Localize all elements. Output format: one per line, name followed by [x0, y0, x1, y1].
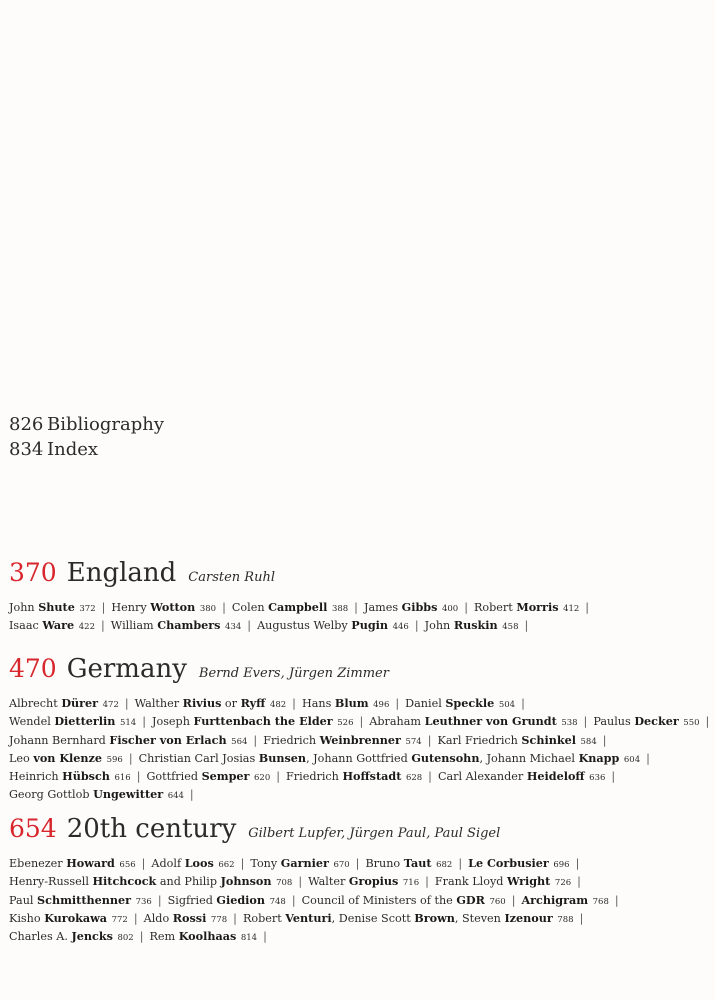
- entry-separator: |: [253, 733, 258, 747]
- entry-surname: Gibbs: [401, 600, 438, 614]
- entry-item[interactable]: [9, 894, 152, 907]
- section-entries: [9, 599, 649, 636]
- entry-item[interactable]: [263, 734, 422, 747]
- entry-given-name: Friedrich: [286, 770, 343, 784]
- entry-page-number: 372: [79, 604, 96, 614]
- entry-given-name: Rem: [149, 930, 179, 944]
- entry-separator: |: [355, 857, 360, 870]
- entry-surname: Venturi: [285, 910, 332, 925]
- entry-given-name: Walter: [308, 875, 349, 889]
- entry-item[interactable]: [250, 857, 349, 870]
- entry-separator: |: [614, 893, 619, 907]
- entry-page-number: 446: [392, 622, 409, 633]
- entry-separator: |: [427, 733, 432, 747]
- entry-item[interactable]: [168, 894, 286, 907]
- entry-surname: Pugin: [351, 618, 389, 633]
- entry-item[interactable]: [9, 788, 184, 801]
- entry-page-number: 616: [114, 773, 131, 784]
- section-authors: Gilbert Lupfer, Jürgen Paul, Paul Sigel: [248, 826, 501, 841]
- entry-page-number: 596: [106, 754, 123, 765]
- entry-given-name: Tony: [250, 857, 281, 870]
- entry-item[interactable]: [243, 912, 574, 925]
- entry-separator: |: [521, 697, 525, 710]
- entry-separator: |: [189, 788, 194, 802]
- entry-given-name: Heinrich: [9, 770, 63, 784]
- entry-surname: Howard: [66, 856, 115, 870]
- entry-item[interactable]: [302, 894, 506, 907]
- section-heading[interactable]: [9, 558, 649, 592]
- entry-given-name: Abraham: [369, 715, 425, 729]
- entry-item[interactable]: [9, 715, 136, 728]
- entry-given-name: Robert: [473, 601, 517, 614]
- entry-item[interactable]: [9, 697, 119, 710]
- entry-given-name: Paul: [9, 893, 38, 907]
- toc-page-number: 826: [9, 414, 44, 435]
- entry-page-number: 802: [117, 933, 134, 944]
- entry-surname: Schinkel: [521, 732, 576, 747]
- entry-item[interactable]: [144, 912, 228, 925]
- entry-given-name: Gottfried: [146, 770, 202, 784]
- entry-separator: |: [577, 875, 581, 889]
- toc-entry-bibliography[interactable]: [9, 412, 164, 437]
- entry-surname: Leuthner von Grundt: [424, 714, 557, 729]
- entry-surname: Campbell: [268, 600, 328, 614]
- toc-title: Index: [47, 439, 99, 460]
- entry-surname: Ruskin: [453, 618, 498, 633]
- entry-item[interactable]: [521, 894, 608, 907]
- entry-item[interactable]: [9, 857, 136, 870]
- entry-surname: Morris: [516, 600, 559, 614]
- toc-back-matter: [9, 412, 164, 462]
- entry-page-number: 584: [580, 736, 597, 747]
- entry-item[interactable]: [149, 930, 257, 943]
- entry-item[interactable]: [9, 734, 247, 747]
- entry-surname: Johnson: [220, 874, 272, 889]
- entry-separator: |: [133, 911, 138, 925]
- entry-separator: |: [359, 715, 364, 729]
- entry-separator: |: [263, 930, 267, 944]
- entry-given-name: Colen: [231, 601, 269, 614]
- section-title: England: [66, 558, 177, 588]
- entry-surname: Dürer: [61, 696, 99, 710]
- entry-item[interactable]: [151, 857, 234, 870]
- entry-separator: |: [298, 875, 303, 889]
- entry-separator: |: [101, 601, 106, 614]
- entry-given-name: Hans: [301, 697, 335, 710]
- entry-given-name: Henry: [111, 601, 151, 614]
- toc-title: Bibliography: [47, 414, 164, 435]
- entry-line: [9, 892, 649, 910]
- entry-page-number: 662: [218, 860, 235, 870]
- entry-surname: Ungewitter: [93, 787, 164, 802]
- entry-separator: |: [292, 697, 296, 710]
- entry-separator: |: [575, 857, 580, 870]
- entry-surname: Speckle: [445, 696, 495, 710]
- entry-page-number: 482: [269, 700, 287, 710]
- entry-page-number: 400: [441, 604, 459, 614]
- entry-surname: Chambers: [157, 618, 221, 633]
- entry-page-number: 682: [436, 860, 453, 870]
- entry-separator: |: [524, 619, 529, 633]
- entry-given-name: Frank Lloyd: [434, 875, 508, 889]
- entry-separator: |: [511, 893, 516, 907]
- entry-line: [9, 695, 649, 713]
- entry-separator: |: [705, 715, 710, 729]
- entry-page-number: 760: [489, 896, 506, 907]
- entry-separator: |: [414, 619, 419, 633]
- entry-separator: |: [458, 857, 463, 870]
- entry-page-number: 496: [373, 700, 390, 710]
- entry-surname: Fischer von Erlach: [109, 732, 227, 747]
- entry-surname: Brown: [414, 910, 455, 925]
- section-page-number: 654: [9, 814, 57, 843]
- section-entries: [9, 855, 649, 946]
- entry-item[interactable]: [365, 857, 452, 870]
- section-authors: Bernd Evers, Jürgen Zimmer: [198, 666, 389, 681]
- entry-given-name: Carl Alexander: [437, 770, 527, 784]
- section-title: Germany: [66, 654, 187, 684]
- entry-surname: Weinbrenner: [319, 732, 401, 747]
- entry-separator: |: [139, 930, 144, 944]
- entry-page-number: 644: [167, 791, 184, 802]
- entry-item[interactable]: [364, 601, 458, 614]
- entry-page-number: 526: [337, 718, 354, 729]
- entry-page-number: 696: [553, 860, 570, 870]
- entry-separator: |: [128, 751, 133, 765]
- entry-separator: |: [124, 697, 129, 710]
- entry-connector: , Denise Scott: [331, 911, 415, 925]
- entry-page-number: 628: [405, 773, 423, 784]
- entry-surname: Hoffstadt: [342, 769, 402, 784]
- entry-connector: , Johann Michael: [479, 751, 579, 765]
- entry-given-name: Ebenezer: [9, 857, 67, 870]
- entry-surname: Jencks: [71, 929, 113, 944]
- entry-page-number: 768: [592, 896, 609, 907]
- entry-page-number: 726: [554, 878, 572, 889]
- entry-surname: Ware: [42, 618, 75, 633]
- entry-surname: Semper: [201, 769, 250, 784]
- entry-surname: GDR: [456, 892, 485, 907]
- entry-line: [9, 732, 649, 750]
- entry-given-name: Henry-Russell: [9, 875, 93, 889]
- entry-page-number: 788: [557, 914, 574, 925]
- entry-surname: Hübsch: [62, 769, 110, 784]
- entry-separator: |: [240, 857, 245, 870]
- entry-page-number: 620: [254, 773, 271, 784]
- entry-surname: Gropius: [348, 874, 399, 889]
- entry-separator: |: [233, 911, 237, 925]
- entry-surname: Gutensohn: [411, 750, 480, 765]
- entry-line: [9, 768, 649, 786]
- entry-separator: |: [247, 619, 252, 633]
- entry-surname: Taut: [403, 856, 432, 870]
- entry-line: [9, 855, 649, 873]
- entry-given-name: Albrecht: [9, 697, 62, 710]
- entry-separator: |: [222, 601, 226, 614]
- entry-page-number: 716: [402, 878, 420, 889]
- entry-page-number: 736: [135, 896, 152, 907]
- entry-given-name: Christian Carl Josias: [138, 751, 259, 765]
- entry-page-number: 504: [498, 700, 516, 710]
- entry-separator: |: [646, 751, 650, 765]
- entry-surname: Izenour: [504, 910, 553, 925]
- entry-item[interactable]: [405, 697, 515, 710]
- entry-line: [9, 713, 710, 731]
- entry-page-number: 538: [561, 718, 578, 729]
- entry-surname: Shute: [38, 600, 75, 614]
- section-page-number: 470: [9, 654, 57, 683]
- entry-surname: Wotton: [150, 600, 196, 614]
- entry-item[interactable]: [437, 734, 596, 747]
- entry-item[interactable]: [369, 715, 577, 728]
- entry-page-number: 472: [102, 700, 119, 710]
- entry-page-number: 434: [225, 622, 242, 633]
- entry-page-number: 708: [276, 878, 293, 889]
- entry-item[interactable]: [9, 912, 128, 925]
- entry-item[interactable]: [111, 601, 216, 614]
- entry-line: [9, 599, 649, 617]
- entry-separator: |: [100, 619, 105, 633]
- section-page-number: 370: [9, 558, 57, 587]
- entry-given-name: Friedrich: [263, 733, 320, 747]
- entry-connector: , Steven: [454, 911, 505, 925]
- entry-line: [9, 786, 649, 804]
- entry-surname: Archigram: [521, 892, 589, 907]
- entry-page-number: 564: [231, 736, 248, 747]
- entry-item[interactable]: [468, 857, 569, 870]
- entry-given-name: Wendel: [9, 715, 55, 729]
- entry-given-name: John: [424, 619, 454, 633]
- entry-given-name: Bruno: [365, 857, 404, 870]
- entry-given-name: Joseph: [151, 715, 194, 729]
- entry-page-number: 604: [623, 754, 641, 765]
- entry-surname: Knapp: [578, 750, 620, 765]
- entry-item[interactable]: [135, 697, 287, 710]
- entry-item[interactable]: [152, 715, 354, 728]
- entry-page-number: 458: [502, 622, 519, 633]
- entry-separator: |: [583, 715, 588, 729]
- entry-item[interactable]: [257, 619, 409, 632]
- section-heading[interactable]: [9, 814, 649, 848]
- entry-page-number: 550: [683, 718, 700, 729]
- toc-page-number: 834: [9, 439, 44, 460]
- entry-page-number: 514: [119, 718, 137, 729]
- entry-page-number: 412: [563, 604, 580, 614]
- entry-connector: or: [221, 697, 241, 710]
- entry-item[interactable]: [474, 601, 579, 614]
- entry-separator: |: [276, 770, 281, 784]
- entry-given-name: Kisho: [9, 911, 45, 925]
- entry-separator: |: [579, 911, 584, 925]
- entry-given-name: Daniel: [405, 697, 446, 710]
- entry-item[interactable]: [308, 875, 419, 888]
- entry-surname: Le Corbusier: [468, 856, 549, 870]
- entry-separator: |: [428, 770, 432, 784]
- entry-surname: Loos: [184, 856, 214, 870]
- entry-item[interactable]: [9, 752, 123, 765]
- entry-page-number: 656: [119, 860, 136, 870]
- entry-item[interactable]: [139, 752, 641, 765]
- entry-surname: Bunsen: [258, 750, 307, 765]
- entry-surname: von Klenze: [33, 750, 103, 765]
- entry-item[interactable]: [438, 770, 605, 783]
- entry-page-number: 772: [111, 914, 128, 925]
- entry-surname: Furttenbach the Elder: [193, 714, 333, 729]
- entry-item[interactable]: [9, 930, 134, 943]
- entry-item[interactable]: [9, 619, 95, 632]
- entry-given-name: Leo: [9, 751, 34, 765]
- entry-surname: Kurokawa: [44, 910, 108, 925]
- entry-separator: |: [142, 715, 146, 729]
- entry-given-name: James: [363, 601, 402, 614]
- entry-given-name: William: [110, 619, 158, 633]
- entry-page-number: 670: [333, 860, 350, 870]
- toc-entry-index[interactable]: [9, 437, 164, 462]
- entry-surname: Rivius: [182, 696, 222, 710]
- entry-line: [9, 873, 649, 891]
- entry-separator: |: [136, 770, 141, 784]
- entry-page-number: 778: [210, 914, 228, 925]
- entry-given-name: Charles A.: [9, 930, 72, 944]
- entry-separator: |: [141, 857, 146, 870]
- section-title: 20th century: [66, 814, 237, 844]
- entry-item[interactable]: [9, 875, 292, 888]
- entry-separator: |: [585, 601, 590, 614]
- entry-surname: Blum: [334, 696, 369, 710]
- entry-separator: |: [602, 733, 607, 747]
- entry-line: [9, 750, 649, 768]
- entry-connector: and Philip: [156, 875, 221, 889]
- entry-separator: |: [354, 601, 358, 614]
- entry-surname: Rossi: [172, 910, 207, 925]
- entry-separator: |: [395, 697, 400, 710]
- entry-separator: |: [464, 601, 468, 614]
- entry-page-number: 748: [269, 896, 286, 907]
- entry-given-name: Robert: [242, 911, 286, 925]
- entry-surname: Ryff: [240, 696, 266, 710]
- entry-given-name: Augustus Welby: [257, 619, 352, 633]
- entry-given-name: Adolf: [151, 857, 185, 870]
- entry-given-name: Walther: [134, 697, 183, 710]
- section-heading[interactable]: [9, 654, 649, 688]
- entry-item[interactable]: [593, 715, 699, 728]
- entry-item[interactable]: [9, 770, 131, 783]
- entry-given-name: Johann Bernhard: [9, 733, 110, 747]
- entry-page-number: 422: [78, 622, 95, 633]
- entry-surname: Dietterlin: [54, 714, 116, 729]
- section-entries: [9, 695, 710, 805]
- entry-given-name: Paulus: [593, 715, 635, 729]
- entry-item[interactable]: [146, 770, 270, 783]
- entry-given-name: Council of Ministers of the: [301, 893, 457, 907]
- entry-page-number: 574: [405, 736, 422, 747]
- entry-surname: Hitchcock: [92, 874, 157, 889]
- entry-surname: Schmitthenner: [37, 892, 132, 907]
- entry-item[interactable]: [286, 770, 422, 783]
- entry-item[interactable]: [425, 619, 519, 632]
- entry-given-name: Sigfried: [167, 893, 217, 907]
- entry-line: [9, 617, 649, 635]
- entry-separator: |: [291, 893, 296, 907]
- entry-surname: Decker: [634, 714, 679, 729]
- entry-given-name: Karl Friedrich: [437, 733, 522, 747]
- entry-surname: Koolhaas: [178, 929, 237, 944]
- entry-surname: Garnier: [280, 856, 329, 870]
- entry-given-name: Aldo: [143, 911, 173, 925]
- entry-item[interactable]: [9, 601, 96, 614]
- section-england: [9, 558, 649, 636]
- entry-surname: Giedion: [216, 892, 266, 907]
- section-germany: [9, 654, 710, 805]
- entry-page-number: 388: [331, 604, 349, 614]
- section-20th-century: [9, 814, 649, 946]
- entry-given-name: Isaac: [9, 619, 43, 633]
- entry-item[interactable]: [111, 619, 242, 632]
- entry-surname: Wright: [507, 874, 551, 889]
- entry-page-number: 636: [589, 773, 606, 784]
- entry-page-number: 380: [199, 604, 217, 614]
- entry-separator: |: [157, 893, 162, 907]
- entry-separator: |: [611, 770, 616, 784]
- entry-item[interactable]: [435, 875, 571, 888]
- entry-page-number: 814: [240, 933, 258, 944]
- entry-line: [9, 910, 649, 928]
- entry-item[interactable]: [232, 601, 348, 614]
- entry-given-name: John: [9, 601, 39, 614]
- entry-given-name: Georg Gottlob: [9, 788, 94, 802]
- entry-item[interactable]: [302, 697, 389, 710]
- entry-connector: , Johann Gottfried: [306, 751, 412, 765]
- entry-surname: Heideloff: [526, 769, 585, 784]
- section-authors: Carsten Ruhl: [188, 570, 275, 585]
- entry-separator: |: [425, 875, 429, 889]
- entry-line: [9, 928, 649, 946]
